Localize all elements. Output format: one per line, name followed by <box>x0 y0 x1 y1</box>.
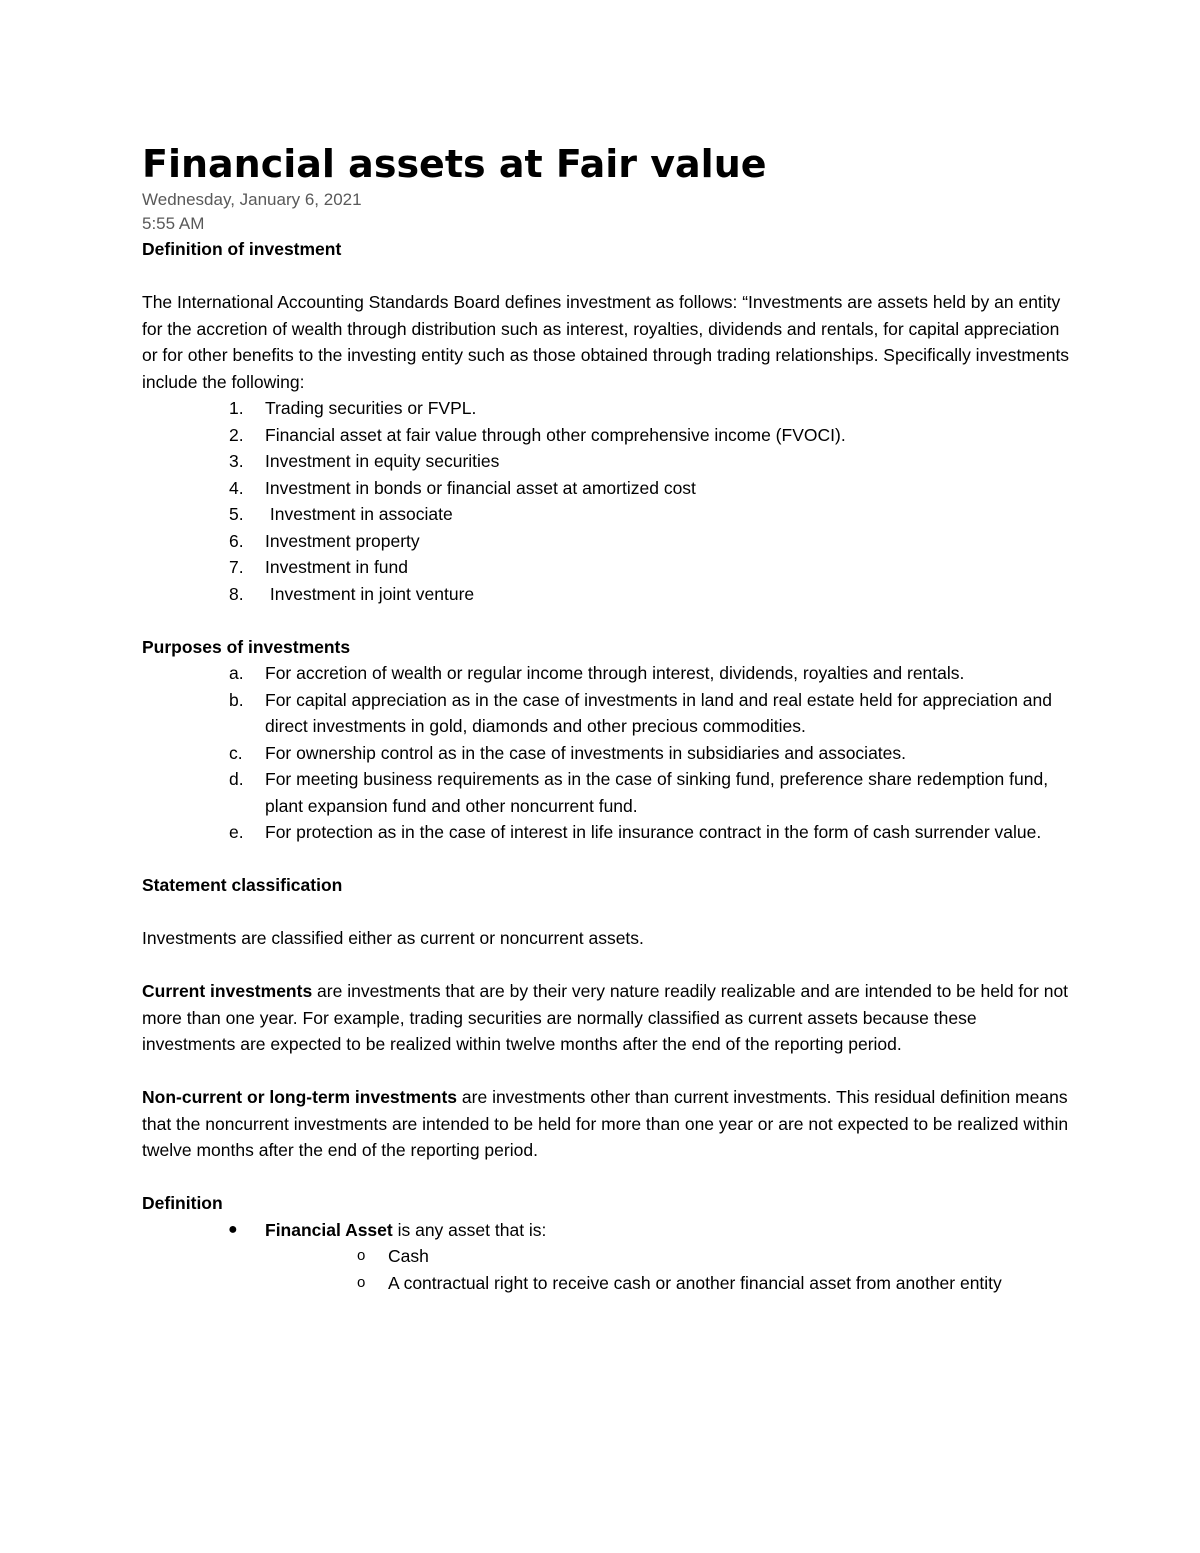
list-item <box>142 660 1072 687</box>
list-marker: 2. <box>229 424 244 445</box>
spacer <box>142 263 1072 290</box>
list-item-text: Cash <box>388 1246 429 1266</box>
list-marker: 1. <box>229 398 244 418</box>
list-item-text: Investment in fund <box>265 557 408 577</box>
list-item-text: For ownership control as in the case of investments in subsidiaries and associates. <box>265 742 907 763</box>
note-date: Wednesday, January 6, 2021 <box>142 190 362 209</box>
circle-bullet-icon: o <box>357 1273 366 1291</box>
list-item-text: Investment in equity securities <box>265 451 500 471</box>
financial-asset-sublist <box>265 1243 1072 1296</box>
list-item <box>142 1217 1072 1297</box>
list-marker: b. <box>229 689 244 710</box>
list-item <box>142 475 1072 502</box>
bullet-icon: ● <box>228 1220 238 1238</box>
list-item <box>142 448 1072 475</box>
list-item-text: For protection as in the case of interest in life insurance contract in the form of cash surrender value. <box>265 822 1042 842</box>
definition-bullets <box>142 1217 1072 1297</box>
list-item-text: Trading securities or FVPL. <box>265 398 477 418</box>
list-item <box>142 501 1072 528</box>
list-item-text: Investment in joint venture <box>265 583 475 604</box>
spacer <box>142 899 1072 926</box>
list-item-text: Investment in associate <box>265 504 453 524</box>
list-item <box>265 1243 1072 1270</box>
spacer <box>142 1058 1072 1085</box>
list-marker: d. <box>229 769 244 789</box>
financial-asset-text: is any asset that is: <box>392 1219 547 1240</box>
spacer <box>142 846 1072 873</box>
purposes-list <box>142 660 1072 846</box>
list-item <box>142 422 1072 449</box>
spacer <box>142 952 1072 979</box>
list-item-text: A contractual right to receive cash or another financial asset from another entity <box>388 1272 1002 1293</box>
list-item-text: For capital appreciation as in the case of investments in land and real estate held for appreciation and direct investments in gold, diamonds and other precious commodities. <box>265 689 1053 736</box>
list-marker: 8. <box>229 583 244 604</box>
list-item-text: Investment property <box>265 530 420 551</box>
section-heading-statement-classification: Statement classification <box>142 875 343 895</box>
list-item <box>142 528 1072 555</box>
noncurrent-investments-paragraph <box>142 1084 1072 1164</box>
list-item-text: For accretion of wealth or regular income through interest, dividends, royalties and rentals. <box>265 663 965 683</box>
noncurrent-investments-term: Non-current or long-term investments <box>142 1087 458 1107</box>
list-item-text: Investment in bonds or financial asset at amortized cost <box>265 477 696 498</box>
list-item-text: Financial asset at fair value through other comprehensive income (FVOCI). <box>265 424 846 445</box>
list-marker: c. <box>229 742 243 763</box>
section-heading-definition-of-investment: Definition of investment <box>142 239 342 259</box>
current-investments-term: Current investments <box>142 981 313 1001</box>
section-heading-definition: Definition <box>142 1193 223 1213</box>
list-item <box>142 819 1072 846</box>
list-marker: 7. <box>229 557 244 577</box>
list-marker: 3. <box>229 451 244 471</box>
list-marker: e. <box>229 822 244 842</box>
investment-types-list <box>142 395 1072 607</box>
list-marker: 5. <box>229 504 244 524</box>
list-item <box>142 740 1072 767</box>
list-item <box>265 1270 1072 1297</box>
list-marker: 4. <box>229 477 244 498</box>
spacer <box>142 1164 1072 1191</box>
document-content <box>142 140 1072 1296</box>
list-marker: a. <box>229 663 244 683</box>
list-item-text: For meeting business requirements as in the case of sinking fund, preference share redemption fund, plant expansion fund and other noncurrent fund. <box>265 769 1049 816</box>
list-item <box>142 766 1072 819</box>
classification-intro: Investments are classified either as current or noncurrent assets. <box>142 928 644 948</box>
list-item <box>142 395 1072 422</box>
list-item <box>142 554 1072 581</box>
noncurrent-investments-text: are investments other than current investments. This residual definition means that the noncurrent investments are intended to be held for more than one year or are not expected to be realized within twelve months after the end of the reporting period. <box>142 1087 1069 1160</box>
definition-paragraph: The International Accounting Standards Board defines investment as follows: “Investments are assets held by an entity for the accretion of wealth through distribution such as interest, royalties, dividends and rentals, for capital appreciation or for other benefits to the investing entity such as those obtained through trading relationships. Specifically investments include the following: <box>142 292 1070 392</box>
page-title: Financial assets at Fair value <box>142 142 767 186</box>
current-investments-paragraph <box>142 978 1072 1058</box>
note-time: 5:55 AM <box>142 214 205 233</box>
list-item <box>142 687 1072 740</box>
list-marker: 6. <box>229 530 244 551</box>
financial-asset-term: Financial Asset <box>265 1219 393 1240</box>
list-item <box>142 581 1072 608</box>
section-heading-purposes: Purposes of investments <box>142 636 351 657</box>
spacer <box>142 607 1072 634</box>
current-investments-text: are investments that are by their very nature readily realizable and are intended to be held for not more than one year. For example, trading securities are normally classified as current assets because these investments are expected to be realized within twelve months after the end of the reporting period. <box>142 981 1069 1054</box>
circle-bullet-icon: o <box>357 1247 366 1264</box>
